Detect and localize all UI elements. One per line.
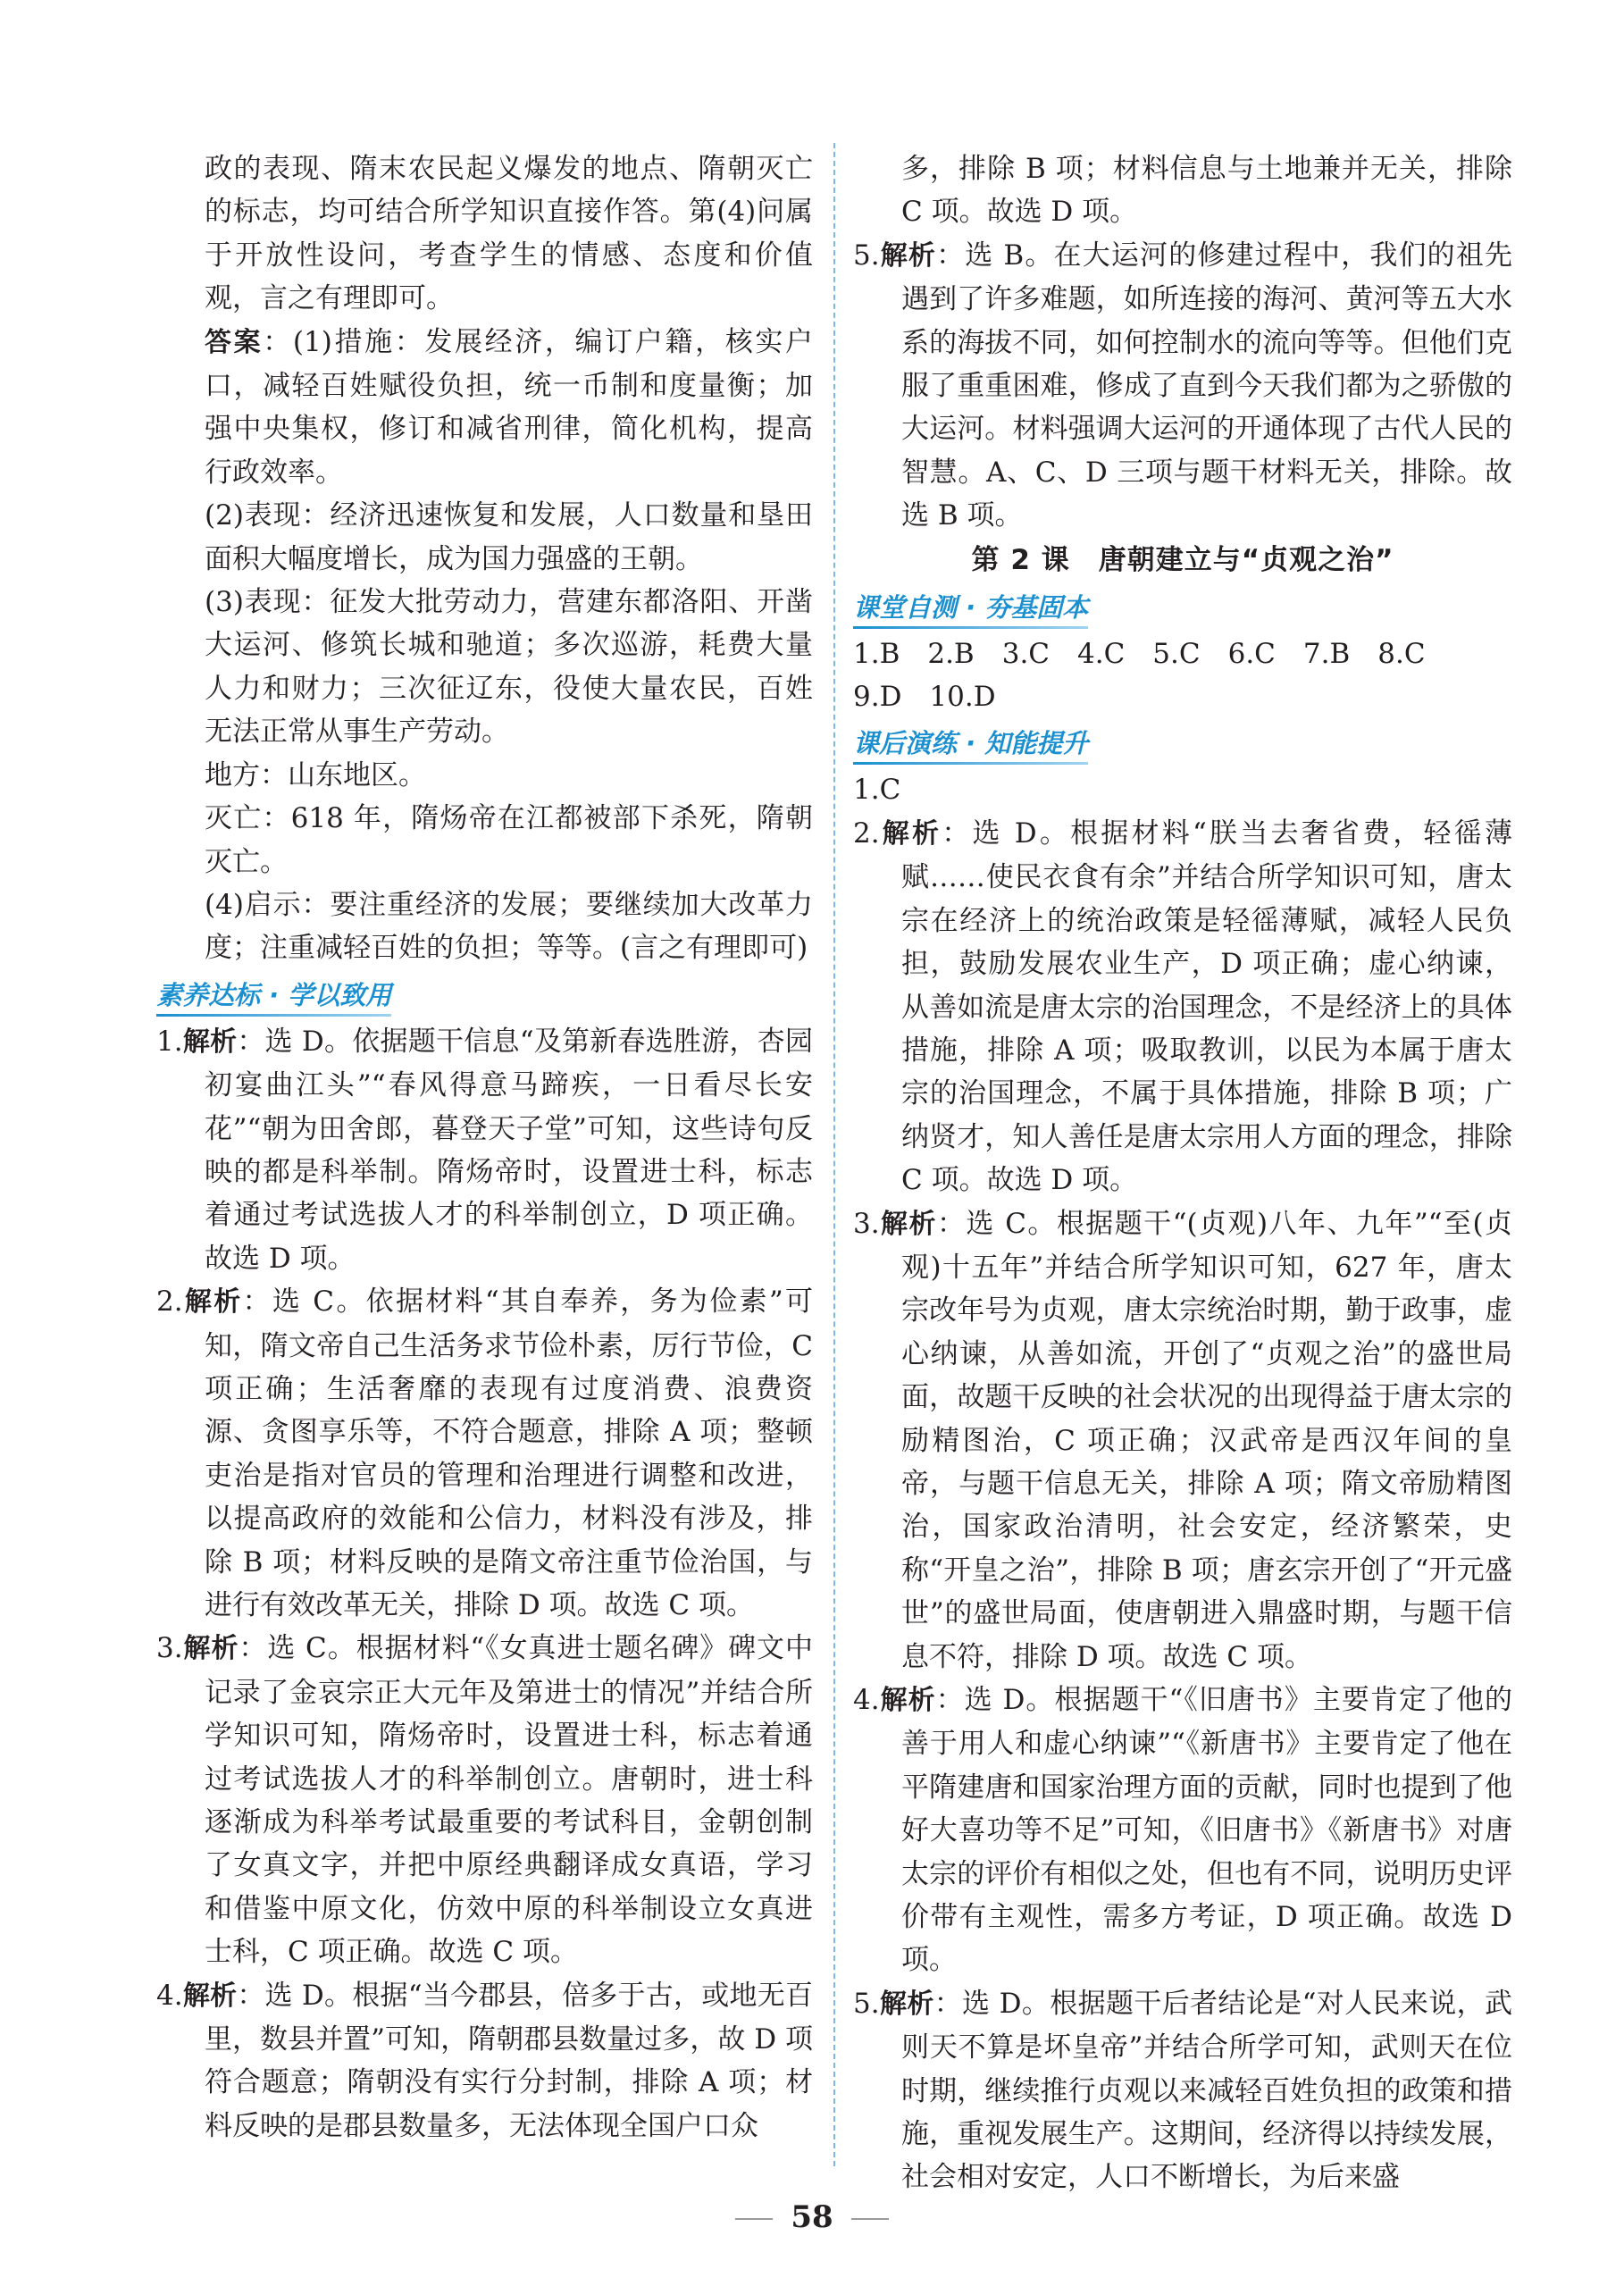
answers-line-2: 9.D 10.D (853, 681, 996, 714)
list-item: 1.解析：选 D。依据题干信息“及第新春选胜游，杏园初宴曲江头”“春风得意马蹄疾，一日看尽长安花”“朝为田舍郎，暮登天子堂”可知，这些诗句反映的都是科举制。隋炀帝时，设置进士科，标志着通过考试选拔人才的科举制创立，D 项正确。故选 D 项。 (156, 1025, 813, 1275)
section-title-ketang: 课堂自测 · 夯基固本 (853, 588, 1088, 629)
page-number: 58 (0, 2199, 1624, 2235)
section-title-kehou: 课后演练 · 知能提升 (853, 724, 1088, 765)
left-column (156, 147, 813, 2148)
page-number-dash-right (851, 2218, 889, 2220)
section-title-suyang: 素养达标 · 学以致用 (156, 976, 391, 1017)
list-item: 2.解析：选 D。根据材料“朕当去奢省费，轻徭薄赋……使民衣食有余”并结合所学知识可知，唐太宗在经济上的统治政策是轻徭薄赋，减轻人民负担，鼓励发展农业生产，D 项正确；虚心纳谏，从善如流是唐太宗的治国理念，不是经济上的具体措施，排除 A 项；吸取教训，以民为本属于唐太宗的治国理念，不属于具体措施，排除 B 项；广纳贤才，知人善任是唐太宗用人方面的理念，排除 C 项。故选 D 项。 (853, 816, 1513, 1197)
list-item: 4.解析：选 D。根据题干“《旧唐书》主要肯定了他的善于用人和虚心纳谏”“《新唐书》主要肯定了他在平隋建唐和国家治理方面的贡献，同时也提到了他好大喜功等不足”可知，《旧唐书》《新唐书》对唐太宗的评价有相似之处，但也有不同，说明历史评价带有主观性，需多方考证，D 项正确。故选 D 项。 (853, 1684, 1512, 1977)
right-continuation-text: 多，排除 B 项；材料信息与土地兼并无关，排除 C 项。故选 D 项。 (901, 153, 1512, 229)
list-item: 5.解析：选 D。根据题干后者结论是“对人民来说，武则天不算是坏皇帝”并结合所学可知，武则天在位时期，继续推行贞观以来减轻百姓负担的政策和措施，重视发展生产。这期间，经济得以持续发展，社会相对安定，人口不断增长，为后来盛 (853, 1987, 1512, 2194)
page-number-dash-left (735, 2218, 773, 2220)
column-divider (833, 143, 835, 2166)
answer-3-fall: 灭亡：618 年，隋炀帝在江都被部下杀死，隋朝灭亡。 (205, 802, 813, 878)
answer-3: (3)表现：征发大批劳动力，营建东都洛阳、开凿大运河、修筑长城和驰道；多次巡游，耗费大量人力和财力；三次征辽东，役使大量农民，百姓无法正常从事生产劳动。 (205, 586, 813, 749)
answer-2: (2)表现：经济迅速恢复和发展，人口数量和垦田面积大幅度增长，成为国力强盛的王朝。 (205, 499, 813, 575)
answer-3-place: 地方：山东地区。 (205, 758, 426, 791)
list-item: 5.解析：选 B。在大运河的修建过程中，我们的祖先遇到了许多难题，如所连接的海河、黄河等五大水系的海拔不同，如何控制水的流向等等。但他们克服了重重困难，修成了直到今天我们都为之骄傲的大运河。材料强调大运河的开通体现了古代人民的智慧。A、C、D 三项与题干材料无关，排除。故选 B 项。 (853, 239, 1512, 532)
answer-4: (4)启示：要注重经济的发展；要继续加大改革力度；注重减轻百姓的负担；等等。(言之有理即可) (205, 888, 813, 965)
list-item: 3.解析：选 C。根据材料“《女真进士题名碑》碑文中记录了金哀宗正大元年及第进士的情况”并结合所学知识可知，隋炀帝时，设置进士科，标志着通过考试选拔人才的科举制创立。唐朝时，进士科逐渐成为科举考试最重要的考试科目，金朝创制了女真文字，并把中原经典翻译成女真语，学习和借鉴中原文化，仿效中原的科举制设立女真进士科，C 项正确。故选 C 项。 (156, 1632, 813, 1969)
list-item: 4.解析：选 D。根据“当今郡县，倍多于古，或地无百里，数县并置”可知，隋朝郡县数量过多，故 D 项符合题意；隋朝没有实行分封制，排除 A 项；材料反映的是郡县数量多，无法体现全国户口众 (156, 1979, 813, 2142)
answers-line-1: 1.B 2.B 3.C 4.C 5.C 6.C 7.B 8.C (853, 637, 1426, 670)
answer-1: 答案：(1)措施：发展经济，编订户籍，核实户口，减轻百姓赋役负担，统一币制和度量衡；加强中央集权，修订和减省刑律，简化机构，提高行政效率。 (205, 325, 813, 489)
answer-first: 1.C (853, 774, 901, 807)
list-item: 2.解析：选 C。依据材料“其自奉养，务为俭素”可知，隋文帝自己生活务求节俭朴素，厉行节俭，C 项正确；生活奢靡的表现有过度消费、浪费资源、贪图享乐等，不符合题意，排除 A 项；整顿吏治是指对官员的管理和治理进行调整和改进，以提高政府的效能和公信力，材料没有涉及，排除 B 项；材料反映的是隋文帝注重节俭治国，与进行有效改革无关，排除 D 项。故选 C 项。 (156, 1285, 813, 1621)
right-column (853, 147, 1512, 2199)
left-continuation-text: 政的表现、隋末农民起义爆发的地点、隋朝灭亡的标志，均可结合所学知识直接作答。第(4)问属于开放性设问，考查学生的情感、态度和价值观，言之有理即可。 (205, 153, 813, 315)
answer-label: 答案 (205, 326, 264, 358)
lesson-title: 第 2 课 唐朝建立与“贞观之治” (971, 543, 1394, 576)
list-item: 3.解析：选 C。根据题干“(贞观)八年、九年”“至(贞观)十五年”并结合所学知识可知，627 年，唐太宗改年号为贞观，唐太宗统治时期，勤于政事，虚心纳谏，从善如流，开创了“贞观之治”的盛世局面，故题干反映的社会状况的出现得益于唐太宗的励精图治，C 项正确；汉武帝是西汉年间的皇帝，与题干信息无关，排除 A 项；隋文帝励精图治，国家政治清明，社会安定，经济繁荣，史称“开皇之治”，排除 B 项；唐玄宗开创了“开元盛世”的盛世局面，使唐朝进入鼎盛时期，与题干信息不符，排除 D 项。故选 C 项。 (853, 1207, 1513, 1673)
